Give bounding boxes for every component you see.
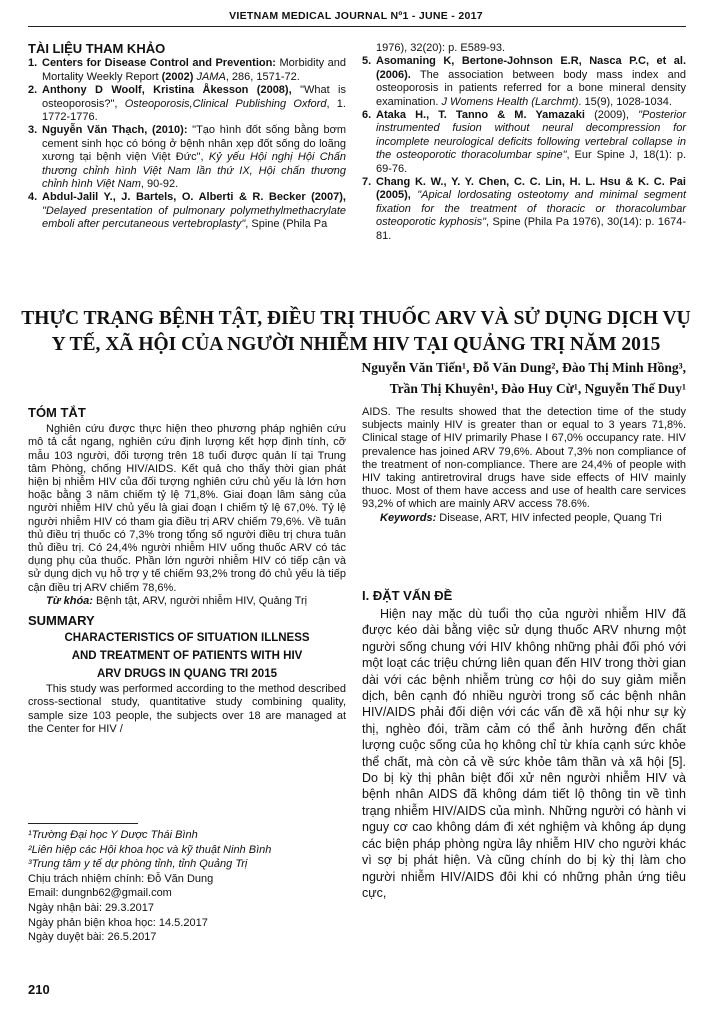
references-title: TÀI LIỆU THAM KHẢO bbox=[28, 41, 166, 56]
reference-source: JAMA bbox=[196, 70, 226, 83]
reference-number: 3. bbox=[28, 124, 38, 137]
reference-tail: , 286, 1571-72. bbox=[225, 70, 300, 83]
authors-line2: Trần Thị Khuyên¹, Đào Huy Cừ¹, Nguyễn Thế Duy¹ bbox=[389, 381, 686, 396]
reference-number: 6. bbox=[362, 109, 372, 122]
reference-text: "Tạo hình đốt sống bằng bơm cement sinh học có bóng ở bệnh nhân xẹp đốt sống do loãng xương tại bệnh viện Việt Đức", bbox=[42, 124, 346, 164]
footnotes bbox=[28, 828, 346, 945]
reference-item bbox=[28, 57, 346, 84]
reference-item bbox=[362, 109, 686, 176]
reference-authors: Centers for Disease Control and Prevention: bbox=[42, 57, 276, 70]
reference-tail: , Eur Spine J, 18(1): p. 69-76. bbox=[376, 149, 686, 175]
article-authors bbox=[200, 357, 686, 399]
reference-number: 7. bbox=[362, 176, 372, 189]
reference-item bbox=[362, 176, 686, 243]
reference-tail: , 90-92. bbox=[140, 178, 179, 191]
reference-tail: , Spine (Phila Pa bbox=[245, 218, 328, 231]
footnote-rule bbox=[28, 823, 138, 824]
authors-line1: Nguyễn Văn Tiến¹, Đỗ Văn Dung², Đào Thị Minh Hồng³, bbox=[361, 360, 686, 375]
reference-year: (2002) bbox=[161, 70, 194, 83]
reference-text: Morbidity and Mortality Weekly Report bbox=[42, 57, 346, 83]
reference-source: "Delayed presentation of pulmonary polymethylmethacrylate emboli after percutaneous vertebroplasty" bbox=[42, 204, 346, 231]
left-column bbox=[28, 406, 346, 736]
reference-number: 2. bbox=[28, 84, 38, 97]
reference-source: "Posterior instrumented fusion without neural decompression for incomplete neurological deficits following vertebral collapse in the osteoporotic thoracolumbar spine" bbox=[376, 109, 687, 162]
reference-tail: , Spine (Phila Pa 1976), 30(14): p. 1674-81. bbox=[376, 216, 687, 242]
reference-body bbox=[42, 84, 346, 124]
reference-number: 1. bbox=[28, 57, 38, 70]
reference-body bbox=[42, 124, 346, 191]
reference-source: Kỷ yếu Hội nghị Hội Chấn thương chỉnh hình Việt Nam lần thứ IX, Hội chấn thương chỉnh hình Việt Nam bbox=[42, 151, 346, 191]
summary-keywords bbox=[362, 512, 686, 525]
abstract-vi-keywords bbox=[28, 595, 346, 608]
summary-title-line2: AND TREATMENT OF PATIENTS WITH HIV bbox=[71, 650, 303, 663]
keywords-en-label: Keywords: bbox=[380, 511, 437, 524]
reference-item bbox=[362, 55, 686, 109]
reference-item bbox=[28, 191, 346, 231]
references-right bbox=[362, 42, 686, 243]
reference-body bbox=[376, 109, 686, 176]
summary-text-left: This study was performed according to the method described cross-sectional study, quantitative study combining quality, sample size 103 people, the subjects over 18 are managed at the Center for HIV / bbox=[28, 683, 346, 735]
reference-number: 5. bbox=[362, 55, 372, 68]
reference-text: "What is osteoporosis?", bbox=[42, 84, 346, 110]
affiliation-2: ²Liên hiệp các Hội khoa học và kỹ thuật Ninh Bình bbox=[28, 843, 272, 856]
journal-header: VIETNAM MEDICAL JOURNAL Nº1 - JUNE - 2017 bbox=[229, 10, 483, 22]
reference-source: J Womens Health (Larchmt) bbox=[441, 95, 579, 108]
reference-tail: , 1. 1772-1776. bbox=[42, 97, 346, 124]
article-title-line2: Y TẾ, XÃ HỘI CỦA NGƯỜI NHIỄM HIV TẠI QUẢNG TRỊ NĂM 2015 bbox=[51, 334, 661, 355]
date-received: Ngày nhận bài: 29.3.2017 bbox=[28, 901, 154, 914]
references-left bbox=[28, 42, 346, 232]
reference-source: "Apical lordosating osteotomy and minimal segment fixation for the treatment of thoracic or thoracolumbar osteoporotic kyphosis" bbox=[376, 189, 687, 229]
summary-title bbox=[28, 629, 346, 683]
section1-heading: I. ĐẶT VẤN ĐỀ bbox=[362, 588, 453, 603]
reference-authors: Nguyễn Văn Thạch, (2010): bbox=[42, 124, 188, 137]
header-rule bbox=[28, 26, 686, 27]
reference-body bbox=[42, 191, 346, 231]
reference-text: The association between body mass index and osteoporosis in patients referred for a bone mineral density examination. bbox=[376, 68, 686, 108]
responsible-author: Chịu trách nhiệm chính: Đỗ Văn Dung bbox=[28, 872, 214, 885]
summary-title-line1: CHARACTERISTICS OF SITUATION ILLNESS bbox=[64, 632, 310, 645]
reference-authors: Anthony D Woolf, Kristina Åkesson (2008), bbox=[42, 84, 292, 97]
reference-continuation: 1976), 32(20): p. E589-93. bbox=[376, 42, 506, 54]
date-reviewed: Ngày phản biện khoa học: 14.5.2017 bbox=[28, 916, 208, 929]
keywords-vi-label: Từ khóa: bbox=[46, 594, 93, 607]
article-title bbox=[20, 306, 692, 358]
reference-item bbox=[28, 124, 346, 191]
reference-item bbox=[28, 84, 346, 124]
section1-text: Hiện nay mặc dù tuổi thọ của người nhiễm HIV đã được kéo dài bằng việc sử dụng thuốc ARV nhưng một người sống chung với HIV không những phải đối phó với một loạt các triệu chứng liên quan đến HIV trong thời gian dài với các bệnh nhiễm trùng cơ hội do suy giảm miễn dịch, bên cạnh đó nhiều người trong số các bệnh nhân HIV/AIDS phải đối diện với các vấn đề xã hội như sự kỳ thị, nghèo đói, trầm cảm có thể ảnh hưởng đến chất lượng cuộc sống của họ không chỉ từ khía cạnh sức khỏe thể chất, mà còn cả về sức khỏe tâm thần và xã hội [5]. Do bị kỳ thị phân biệt đối xử nên người nhiễm HIV và bệnh nhân AIDS đã không dám tiết lộ thông tin về tình trạng nhiễm HIV/AIDS của mình. Những người có hành vi nguy cơ cao không dám đi xét nghiệm và không áp dụng các biện pháp phòng ngừa lây nhiễm HIV cho người khác vì sợ bị phát hiện. Và cũng chính do bị kỳ thị làm cho người nhiễm HIV/AIDS đôi khi có những phản ứng tiêu cực, bbox=[362, 607, 686, 900]
reference-number: 4. bbox=[28, 191, 38, 204]
summary-text-right: AIDS. The results showed that the detection time of the study subjects mainly HIV is greater than or equal to 3 years 71,8%. Clinical stage of HIV primarily Phase I 67,0% occupancy rate. HIV prevalence has joined ARV 79,6%. About 7,3% non compliance of the treatment of non-compliance. There are 24,4% of people with HIV taking antiretroviral drugs have side effects of HIV mainly thuoc. Most of them have access and use of health care services 93,2% of which are mainly ARV access 78.6%. bbox=[362, 406, 686, 511]
summary-heading: SUMMARY bbox=[28, 613, 95, 629]
reference-body bbox=[376, 55, 686, 109]
reference-text: (2009), bbox=[584, 109, 639, 122]
reference-body bbox=[376, 176, 686, 243]
reference-authors: Chang K. W., Y. Y. Chen, C. C. Lin, H. L. Hsu & K. C. Pai (2005), bbox=[376, 176, 686, 202]
contact-email: Email: dungnb62@gmail.com bbox=[28, 887, 172, 900]
reference-authors: Ataka H., T. Tanno & M. Yamazaki bbox=[376, 109, 585, 122]
date-approved: Ngày duyệt bài: 26.5.2017 bbox=[28, 931, 157, 944]
reference-source: Osteoporosis,Clinical Publishing Oxford bbox=[124, 97, 327, 110]
affiliation-1: ¹Trường Đại học Y Dược Thái Bình bbox=[28, 829, 198, 841]
reference-authors: Abdul-Jalil Y., J. Bartels, O. Alberti & R. Becker (2007), bbox=[42, 191, 346, 204]
reference-authors: Asomaning K, Bertone-Johnson E.R, Nasca P.C, et al. (2006). bbox=[376, 55, 686, 81]
affiliation-3: ³Trung tâm y tế dự phòng tỉnh, tỉnh Quảng Trị bbox=[28, 858, 248, 871]
keywords-vi: Bệnh tật, ARV, người nhiễm HIV, Quảng Trị bbox=[92, 594, 308, 607]
page-number: 210 bbox=[28, 982, 50, 997]
abstract-vi-heading: TÓM TẮT bbox=[28, 405, 86, 420]
reference-tail: . 15(9), 1028-1034. bbox=[578, 95, 672, 108]
abstract-vi-text: Nghiên cứu được thực hiện theo phương pháp nghiên cứu mô tả cắt ngang, nghiên cứu định lượng kết hợp định tính, cỡ mẫu 103 người, đối tượng trên 18 tuổi được quản lí tại Trung tâm Phòng, chống HIV/AIDS. Kết quả cho thấy thời gian phát hiện bị nhiễm HIV của đối tượng nghiên cứu chủ yếu là lớn hơn hoặc bằng 3 năm chiếm tỷ lệ 71,8%. Giai đoạn lâm sàng của người nhiễm HIV chủ yếu là giai đoạn I chiếm tỷ lệ 67,0%. Tỷ lệ người nhiễm HIV có tham gia điều trị ARV chiếm 79,6%. Về tuân thủ điều trị thuốc có 7,3% trong tổng số người điều trị chưa tuân thủ điều trị. Có 24,4% người nhiễm HIV uống thuốc ARV có tác dụng phụ của thuốc. Phần lớn người nhiễm HIV có tiếp cận và sử dụng dịch vụ hỗ trợ y tế chiếm 93,2% trong đó chủ yếu là tiếp cận điều trị ARV chiếm 78,6%. bbox=[28, 423, 346, 594]
article-title-line1: THỰC TRẠNG BỆNH TẬT, ĐIỀU TRỊ THUỐC ARV VÀ SỬ DỤNG DỊCH VỤ bbox=[21, 308, 691, 329]
summary-title-line3: ARV DRUGS IN QUANG TRI 2015 bbox=[97, 668, 277, 681]
reference-body bbox=[42, 57, 346, 84]
keywords-en: Disease, ART, HIV infected people, Quang Tri bbox=[436, 511, 662, 524]
right-column bbox=[362, 406, 686, 525]
